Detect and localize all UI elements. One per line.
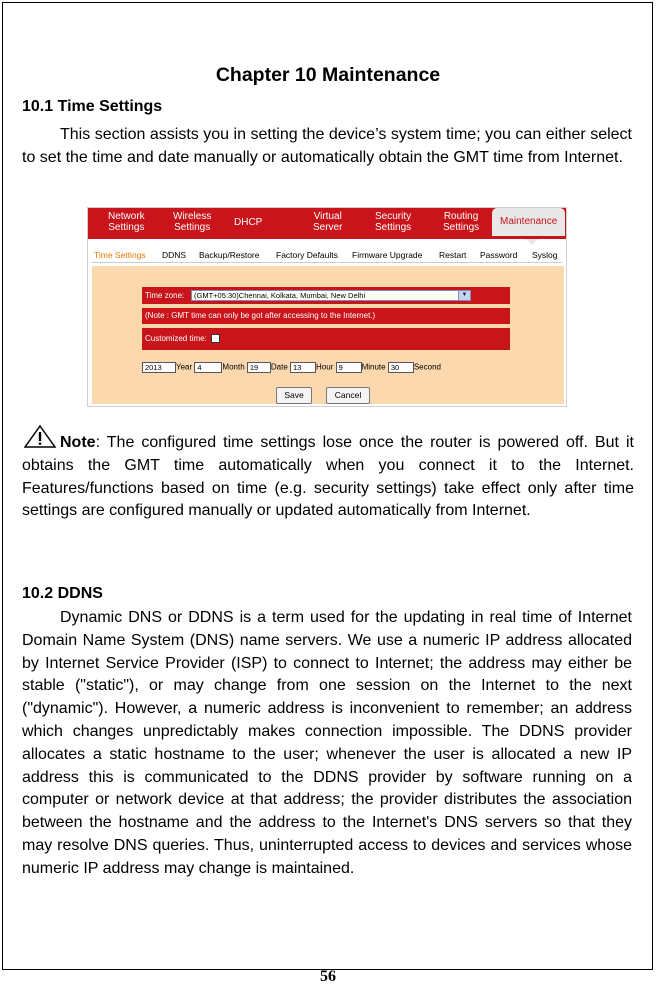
timezone-label: Time zone:: [145, 291, 185, 300]
customized-time-label: Customized time:: [145, 334, 207, 343]
customized-time-row: [142, 328, 510, 350]
active-tab-pointer: [526, 239, 538, 245]
note-paragraph: [22, 432, 634, 523]
router-time-settings-screenshot: [87, 207, 567, 407]
main-nav: [88, 208, 566, 239]
nav-dhcp[interactable]: DHCP: [234, 217, 263, 228]
minute-input[interactable]: 9: [336, 362, 362, 373]
gmt-note: (Note : GMT time can only be got after accessing to the Internet.): [145, 311, 376, 320]
subnav-factory-defaults[interactable]: Factory Defaults: [276, 250, 338, 260]
subnav-ddns[interactable]: DDNS: [162, 250, 187, 260]
minute-label: Minute: [361, 362, 386, 372]
month-input[interactable]: 4: [194, 362, 222, 373]
subnav-restart[interactable]: Restart: [439, 250, 467, 260]
nav-maintenance[interactable]: Maintenance: [492, 208, 565, 236]
chevron-down-icon[interactable]: ▼: [458, 291, 470, 300]
ddns-paragraph: Dynamic DNS or DDNS is a term used for the updating in real time of Internet Domain Name System (DNS) name servers. We use a numeric IP address allocated by Internet Service Provider (ISP) to connect to Internet; the address may either be stable ("static"), or may change from one session on the Internet to the next ("dynamic"). However, a numeric address is inconvenient to remember; an address which changes unpredictably makes connection impossible. The DDNS provider allocates a static hostname to the user; whenever the user is allocated a new IP address this is communicated to the DDNS provider by software running on a computer or network device at that address; the provider distributes the association between the hostname and the address to the Internet's DNS servers so that they may resolve DNS queries. Thus, uninterrupted access to devices and services whose numeric IP address may change is maintained.: [22, 609, 632, 877]
page-number: 56: [320, 968, 336, 985]
subnav-firmware-upgrade[interactable]: Firmware Upgrade: [352, 250, 423, 260]
time-settings-panel: [92, 266, 564, 404]
chapter-title: Chapter 10 Maintenance: [215, 64, 441, 86]
note-label: Note: [60, 434, 96, 451]
hour-label: Hour: [316, 362, 334, 372]
second-label: Second: [413, 362, 441, 372]
second-input[interactable]: 30: [388, 362, 414, 373]
nav-security-settings[interactable]: Security Settings: [375, 211, 412, 233]
section-heading-time-settings: 10.1 Time Settings: [22, 98, 163, 115]
nav-wireless-settings[interactable]: Wireless Settings: [173, 211, 212, 233]
month-label: Month: [222, 362, 245, 372]
subnav-backup-restore[interactable]: Backup/Restore: [199, 250, 260, 260]
nav-virtual-server[interactable]: Virtual Server: [313, 211, 343, 233]
subnav-time-settings[interactable]: Time Settings: [94, 250, 146, 260]
note-text: : The configured time settings lose once the router is powered off. But it obtains the GMT time automatically when you connect it to the Internet. Features/functions based on time (e.g. security settings) take effect only after time settings are configured manually or updated automatically from Internet.: [22, 434, 634, 520]
year-label: Year: [176, 362, 193, 372]
subnav-password[interactable]: Password: [480, 250, 518, 260]
save-button[interactable]: Save: [276, 387, 312, 404]
cancel-button[interactable]: Cancel: [326, 387, 370, 404]
time-settings-paragraph: This section assists you in setting the device’s system time; you can either select to set the time and date manually or automatically obtain the GMT time from Internet.: [22, 126, 632, 166]
nav-routing-settings[interactable]: Routing Settings: [443, 211, 480, 233]
nav-network-settings[interactable]: Network Settings: [108, 211, 145, 233]
subnav-syslog[interactable]: Syslog: [532, 250, 558, 260]
timezone-value: (GMT+05:30)Chennai, Kolkata, Mumbai, New Delhi: [194, 291, 366, 300]
timezone-select[interactable]: [191, 290, 471, 301]
section-heading-ddns: 10.2 DDNS: [22, 585, 103, 602]
date-time-fields: [142, 362, 441, 373]
year-input[interactable]: 2013: [142, 362, 176, 373]
customized-time-checkbox[interactable]: [211, 334, 220, 343]
subnav-divider: [92, 262, 562, 263]
gmt-note-row: [142, 308, 510, 324]
date-input[interactable]: 19: [247, 362, 271, 373]
date-label: Date: [270, 362, 288, 372]
timezone-row: [142, 287, 510, 304]
hour-input[interactable]: 13: [290, 362, 316, 373]
